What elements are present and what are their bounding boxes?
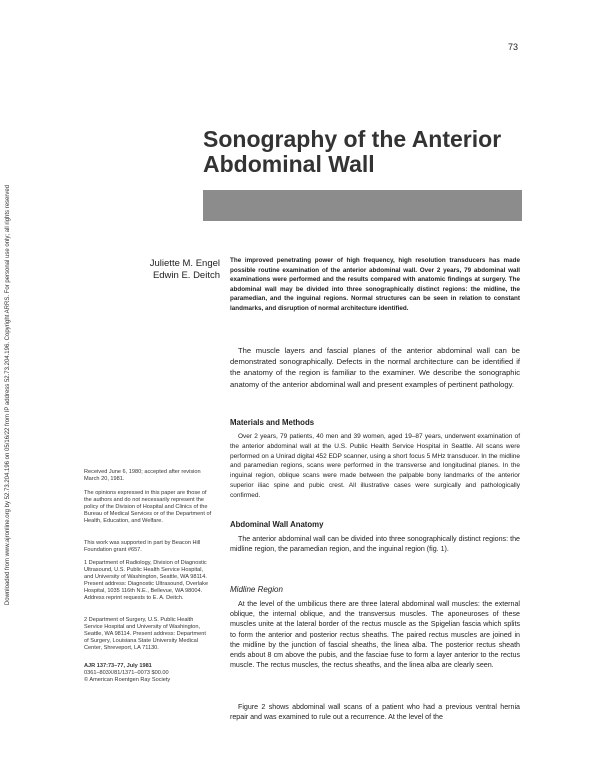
footnote-support: This work was supported in part by Beacon Hill Foundation grant #657.	[84, 540, 201, 553]
anatomy-heading: Abdominal Wall Anatomy	[230, 520, 324, 529]
title-divider-bar	[203, 190, 522, 221]
citation	[84, 663, 212, 684]
citation-journal: AJR 137:73–77, July 1981	[84, 663, 152, 669]
introduction: The muscle layers and fascial planes of the anterior abdominal wall can be demonstrated sonographically. Defects in the normal architecture can be identified if the anatomy of the region is familiar to the examiner. We describe the sonographic anatomy of the anterior abdominal wall and present examples of pertinent pathology.	[230, 346, 520, 389]
materials-text: Over 2 years, 79 patients, 40 men and 39 women, aged 19–87 years, underwent examination of the anterior abdominal wall at the U.S. Public Health Service Hospital in Seattle. All scans were performed on a Unirad digital 452 EDP scanner, using a short focus 5 MHz transducer. In the midline and paramedian regions, scans were performed in the transverse and longitudinal planes. In the inguinal region, oblique scans were made between the palpable bony landmarks of the anterior superior iliac spine and pubic crest. All illustrative cases were surgically and pathologically confirmed.	[230, 433, 520, 499]
citation-copyright: © American Roentgen Ray Society	[84, 676, 171, 683]
author-2: Edwin E. Deitch	[152, 270, 220, 281]
authors	[80, 258, 220, 282]
midline-paragraph-2: Figure 2 shows abdominal wall scans of a patient who had a previous ventral hernia repair and was examined to rule out a recurrence. At the level of the	[230, 703, 520, 722]
title-line-2: Abdominal Wall	[203, 151, 375, 177]
page-number: 73	[508, 42, 519, 52]
footnote-affiliation-1: 1 Department of Radiology, Division of Diagnostic Ultrasound, U.S. Public Health Service Hospital, and University of Washington, Seattle, WA 98114. Present address: Diagnostic Ultrasound, Overlake Hospital, 1035 116th N.E., Bellevue, WA 98004. Address reprint requests to E. A. Deitch.	[84, 560, 209, 601]
midline-paragraph-1: At the level of the umbilicus there are three lateral abdominal wall muscles: the external oblique, the internal oblique, and the transversus muscles. The aponeuroses of these muscles unite at the lateral border of the rectus muscle as the Spigelian fascia which splits to form the anterior and posterior rectus sheaths. The paired rectus muscles are joined in the midline by the junction of fascial sheaths, the linea alba. The posterior rectus sheath ends about 8 cm above the pubis, and the fasciae fuse to form a layer anterior to the rectus muscle. The rectus muscles, the rectus sheaths, and the linea alba are clearly seen.	[230, 600, 520, 670]
footnote-received: Received June 6, 1980; accepted after revision March 20, 1981.	[84, 469, 201, 482]
footnote-opinions: The opinions expressed in this paper are those of the authors and do not necessarily represent the policy of the Division of Hospital and Clinics of the Bureau of Medical Services or of the Department of Health, Education, and Welfare.	[84, 490, 212, 524]
midline-heading: Midline Region	[230, 585, 283, 594]
citation-code: 0361–803X/81/1371–0073 $00.00	[84, 669, 169, 676]
footnote-affiliation-2: 2 Department of Surgery, U.S. Public Health Service Hospital and University of Washington, Seattle, WA 98114. Present address: Department of Surgery, Louisiana State University Medical Center, Shreveport, LA 71130.	[84, 617, 206, 651]
author-1: Juliette M. Engel	[149, 258, 220, 269]
materials-heading: Materials and Methods	[230, 418, 315, 427]
title-line-1: Sonography of the Anterior	[203, 126, 502, 152]
article-title	[203, 127, 523, 177]
anatomy-text: The anterior abdominal wall can be divided into three sonographically distinct regions: the midline region, the paramedian region, and the inguinal region (fig. 1).	[230, 535, 520, 554]
abstract: The improved penetrating power of high frequency, high resolution transducers has made possible routine examination of the anterior abdominal wall. Over 2 years, 79 abdominal wall examinations were performed and the results compared with anatomic findings at surgery. The abdominal wall may be divided into three sonographically distinct regions: the midline, the paramedian, and the inguinal regions. Normal structures can be seen in relation to constant landmarks, and disruption of normal architecture identified.	[230, 257, 520, 312]
download-notice: Downloaded from www.ajronline.org by 52.73.204.196 on 05/16/22 from IP address 52.73.204.196. Copyright ARRS. For personal use only; all rights reserved	[5, 184, 11, 606]
